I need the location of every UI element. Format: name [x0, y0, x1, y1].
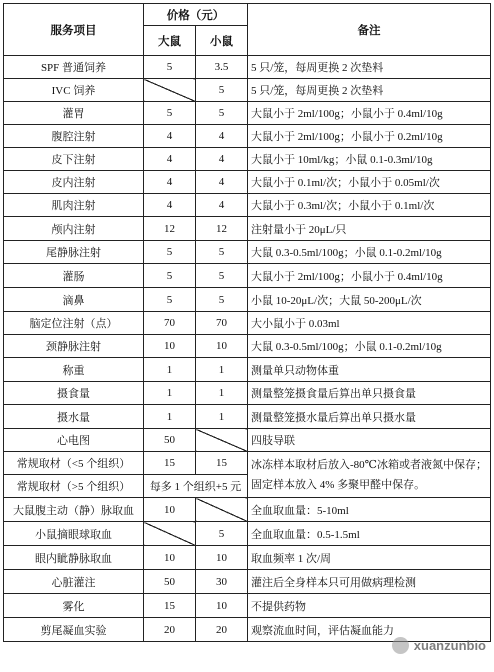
rat-price: 5 [144, 56, 196, 79]
rat-price: 20 [144, 618, 196, 642]
remark: 5 只/笼，每周更换 2 次垫料 [248, 79, 491, 102]
header-service: 服务项目 [4, 4, 144, 56]
service-name: 脑定位注射（点） [4, 312, 144, 335]
service-name: 大鼠腹主动（静）脉取血 [4, 498, 144, 522]
brand-logo-icon [392, 637, 409, 654]
rat-mouse-price: 每多 1 个组织+5 元 [144, 475, 248, 498]
mouse-price: 1 [196, 382, 248, 405]
table-row [4, 312, 491, 335]
service-name: 尾静脉注射 [4, 241, 144, 264]
price-table [3, 3, 491, 642]
table-row [4, 335, 491, 358]
service-name: 心电图 [4, 429, 144, 452]
mouse-price: 5 [196, 522, 248, 546]
rat-price: 4 [144, 125, 196, 148]
remark: 大小鼠小于 0.03ml [248, 312, 491, 335]
table-row [4, 288, 491, 312]
rat-price: 10 [144, 335, 196, 358]
rat-price: 50 [144, 429, 196, 452]
table-row [4, 102, 491, 125]
service-name: 灌胃 [4, 102, 144, 125]
table-row [4, 382, 491, 405]
remark: 灌注后全身样本只可用做病理检测 [248, 570, 491, 594]
remark: 大鼠小于 2ml/100g；小鼠小于 0.4ml/10g [248, 264, 491, 288]
service-name: 皮下注射 [4, 148, 144, 171]
table-row [4, 148, 491, 171]
table-row [4, 241, 491, 264]
service-name: 剪尾凝血实验 [4, 618, 144, 642]
rat-price: 10 [144, 498, 196, 522]
remark: 四肢导联 [248, 429, 491, 452]
table-row [4, 358, 491, 382]
service-name: IVC 饲养 [4, 79, 144, 102]
table-row [4, 452, 491, 475]
table-row [4, 194, 491, 217]
watermark [392, 637, 486, 654]
table-row [4, 570, 491, 594]
remark: 不提供药物 [248, 594, 491, 618]
service-name: 称重 [4, 358, 144, 382]
table-row [4, 498, 491, 522]
rat-price: 5 [144, 102, 196, 125]
remark: 大鼠小于 10ml/kg；小鼠 0.1-0.3ml/10g [248, 148, 491, 171]
remark: 大鼠 0.3-0.5ml/100g；小鼠 0.1-0.2ml/10g [248, 241, 491, 264]
mouse-price: 10 [196, 546, 248, 570]
header-rat: 大鼠 [144, 26, 196, 56]
rat-price: 4 [144, 148, 196, 171]
service-name: 颈静脉注射 [4, 335, 144, 358]
service-name: 颅内注射 [4, 217, 144, 241]
rat-price: 15 [144, 452, 196, 475]
rat-price: 1 [144, 358, 196, 382]
rat-price: 5 [144, 241, 196, 264]
mouse-price: 3.5 [196, 56, 248, 79]
service-name: 灌肠 [4, 264, 144, 288]
mouse-price: 10 [196, 594, 248, 618]
mouse-price: 20 [196, 618, 248, 642]
header-remark: 备注 [248, 4, 491, 56]
rat-price: 50 [144, 570, 196, 594]
rat-price: 5 [144, 264, 196, 288]
remark: 观察流血时间，评估凝血能力 [248, 618, 491, 642]
remark: 取血频率 1 次/周 [248, 546, 491, 570]
service-name: 滴鼻 [4, 288, 144, 312]
mouse-price: 1 [196, 358, 248, 382]
table-row [4, 217, 491, 241]
table-row [4, 594, 491, 618]
not-applicable-cell [196, 498, 248, 522]
table-row [4, 429, 491, 452]
table-row [4, 546, 491, 570]
rat-price: 1 [144, 382, 196, 405]
remark: 大鼠小于 0.3ml/次；小鼠小于 0.1ml/次 [248, 194, 491, 217]
mouse-price: 4 [196, 171, 248, 194]
service-name: 皮内注射 [4, 171, 144, 194]
table-row [4, 56, 491, 79]
table-row [4, 522, 491, 546]
rat-price: 10 [144, 546, 196, 570]
remark: 测量整笼摄食量后算出单只摄食量 [248, 382, 491, 405]
service-name: 眼内眦静脉取血 [4, 546, 144, 570]
mouse-price: 15 [196, 452, 248, 475]
service-name: 常规取材（<5 个组织） [4, 452, 144, 475]
not-applicable-cell [144, 79, 196, 102]
mouse-price: 4 [196, 194, 248, 217]
remark: 测量单只动物体重 [248, 358, 491, 382]
remark: 大鼠小于 0.1ml/次；小鼠小于 0.05ml/次 [248, 171, 491, 194]
service-name: 腹腔注射 [4, 125, 144, 148]
mouse-price: 5 [196, 79, 248, 102]
remark: 小鼠 10-20μL/次；大鼠 50-200μL/次 [248, 288, 491, 312]
mouse-price: 10 [196, 335, 248, 358]
mouse-price: 4 [196, 125, 248, 148]
service-name: SPF 普通饲养 [4, 56, 144, 79]
remark: 大鼠小于 2ml/100g；小鼠小于 0.2ml/10g [248, 125, 491, 148]
remark: 大鼠小于 2ml/100g；小鼠小于 0.4ml/10g [248, 102, 491, 125]
table-row [4, 171, 491, 194]
rat-price: 70 [144, 312, 196, 335]
service-name: 摄食量 [4, 382, 144, 405]
table-row [4, 79, 491, 102]
mouse-price: 5 [196, 264, 248, 288]
service-name: 摄水量 [4, 405, 144, 429]
not-applicable-cell [144, 522, 196, 546]
remark: 大鼠 0.3-0.5ml/100g；小鼠 0.1-0.2ml/10g [248, 335, 491, 358]
remark: 注射量小于 20μL/只 [248, 217, 491, 241]
remark: 全血取血量：0.5-1.5ml [248, 522, 491, 546]
rat-price: 12 [144, 217, 196, 241]
remark: 5 只/笼，每周更换 2 次垫料 [248, 56, 491, 79]
watermark-text: xuanzunbio [413, 638, 486, 653]
mouse-price: 5 [196, 102, 248, 125]
header-price: 价格（元） [144, 4, 248, 26]
rat-price: 4 [144, 171, 196, 194]
not-applicable-cell [196, 429, 248, 452]
mouse-price: 70 [196, 312, 248, 335]
rat-price: 4 [144, 194, 196, 217]
service-name: 心脏灌注 [4, 570, 144, 594]
table-row [4, 264, 491, 288]
table-row [4, 405, 491, 429]
remark: 测量整笼摄水量后算出单只摄水量 [248, 405, 491, 429]
mouse-price: 12 [196, 217, 248, 241]
header-mouse: 小鼠 [196, 26, 248, 56]
rat-price: 1 [144, 405, 196, 429]
service-name: 雾化 [4, 594, 144, 618]
service-name: 肌肉注射 [4, 194, 144, 217]
rat-price: 15 [144, 594, 196, 618]
service-name: 小鼠摘眼球取血 [4, 522, 144, 546]
table-row [4, 125, 491, 148]
remark: 冰冻样本取材后放入-80℃冰箱或者液氮中保存；固定样本放入 4% 多聚甲醛中保存。 [248, 452, 491, 498]
mouse-price: 1 [196, 405, 248, 429]
remark: 全血取血量：5-10ml [248, 498, 491, 522]
rat-price: 5 [144, 288, 196, 312]
mouse-price: 5 [196, 288, 248, 312]
mouse-price: 5 [196, 241, 248, 264]
mouse-price: 4 [196, 148, 248, 171]
service-name: 常规取材（>5 个组织） [4, 475, 144, 498]
mouse-price: 30 [196, 570, 248, 594]
